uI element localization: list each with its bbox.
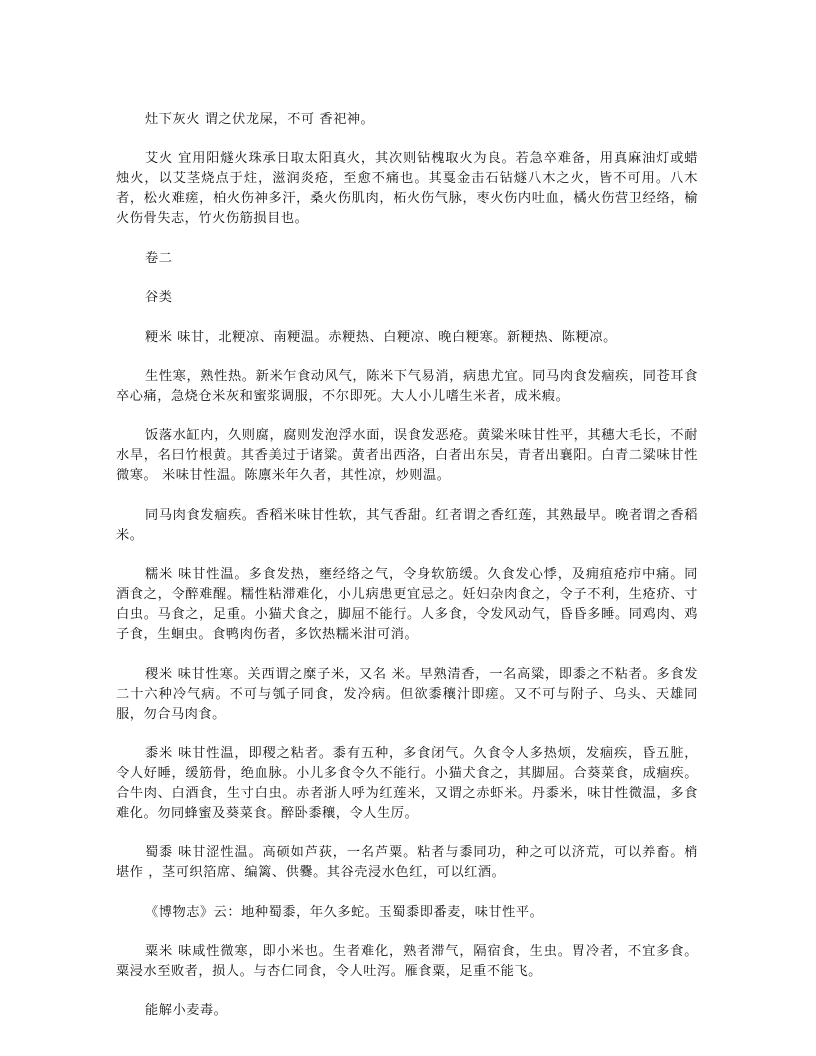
paragraph-fan-luo-shui-gang: 饭落水缸内，久则腐，腐则发泡浮水面，误食发恶疮。黄粱米味甘性平，其穗大毛长，不耐水旱，名曰竹根黄。其香美过于诸粱。黄者出西洛，白者出东吴，青者出襄阳。白青二粱味甘性微寒。 米味甘性温。陈廪米年久者，其性凉，炒则温。 (116, 428, 698, 484)
section-heading-grains: 谷类 (145, 290, 173, 306)
paragraph-sheng-xing-han: 生性寒，熟性热。新米乍食动风气，陈米下气易消，病患尤宜。同马肉食发痼疾，同苍耳食卒心痛，急烧仓米灰和蜜浆调服，不尔即死。大人小儿嗜生米者，成米瘕。 (116, 368, 698, 404)
paragraph-zao-xia-hui-huo: 灶下灰火 谓之伏龙屎，不可 香祀神。 (145, 112, 375, 127)
volume-heading: 卷二 (145, 250, 173, 266)
paragraph-shu-mi: 黍米 味甘性温，即稷之粘者。黍有五种，多食闭气。久食令人多热烦，发痼疾，昏五脏，令人好睡，缓筋骨，绝血脉。小儿多食令久不能行。小猫犬食之，其脚屈。合葵菜食，成痼疾。合牛肉、白酒食，生寸白虫。赤者浙人呼为红莲米，又谓之赤虾米。丹黍米，味甘性微温，多食难化。勿同蜂蜜及葵菜食。醉卧黍穰，令人生厉。 (116, 745, 698, 821)
paragraph-shu-shu: 蜀黍 味甘涩性温。高硕如芦荻，一名芦粟。粘者与黍同功，种之可以济荒，可以养畜。梢堪作 ，茎可织箔席、编篱、供爨。其谷壳浸水色红，可以红酒。 (116, 845, 698, 881)
paragraph-jing-mi: 粳米 味甘，北粳凉、南粳温。赤粳热、白粳凉、晚白粳寒。新粳热、陈粳凉。 (145, 329, 617, 345)
paragraph-ai-huo: 艾火 宜用阳燧火珠承日取太阳真火，其次则钻槐取火为良。若急卒难备，用真麻油灯或蜡烛火，以艾茎烧点于炷，滋润炎疮，至愈不痛也。其戛金击石钻燧八木之火，皆不可用。八木者，松火难瘥，柏火伤神多汗，桑火伤肌肉，柘火伤气脉，枣火伤内吐血，橘火伤营卫经络，榆火伤骨失志，竹火伤筋损目也。 (116, 151, 698, 227)
paragraph-su-mi: 粟米 味咸性微寒，即小米也。生者难化，熟者滞气，隔宿食，生虫。胃冷者，不宜多食。粟浸水至败者，损人。与杏仁同食，令人吐泻。雁食粟，足重不能飞。 (116, 944, 698, 980)
paragraph-nuo-mi: 糯米 味甘性温。多食发热，壅经络之气，令身软筋缓。久食发心悸，及痈疽疮疖中痛。同酒食之，令醉难醒。糯性粘滞难化，小儿病患更宜忌之。妊妇杂肉食之，令子不利，生疮疥、寸白虫。马食之，足重。小猫犬食之，脚屈不能行。人多食，令发风动气，昏昏多睡。同鸡肉、鸡子食，生蛔虫。食鸭肉伤者，多饮热糯米泔可消。 (116, 567, 698, 643)
paragraph-ji-mi: 稷米 味甘性寒。关西谓之糜子米，又名 米。早熟清香，一名高粱，即黍之不粘者。多食发二十六种冷气病。不可与瓠子同食，发冷病。但欲黍穰汁即瘥。又不可与附子、乌头、天雄同服，勿合马肉食。 (116, 666, 698, 722)
paragraph-neng-jie: 能解小麦毒。 (145, 1003, 228, 1019)
document-body (116, 110, 698, 1041)
paragraph-bo-wu-zhi: 《博物志》云：地种蜀黍，年久多蛇。玉蜀黍即番麦，味甘性平。 (145, 904, 544, 920)
paragraph-tong-ma-rou: 同马肉食发痼疾。香稻米味甘性软，其气香甜。红者谓之香红莲，其熟最早。晚者谓之香稻米。 (116, 507, 698, 543)
